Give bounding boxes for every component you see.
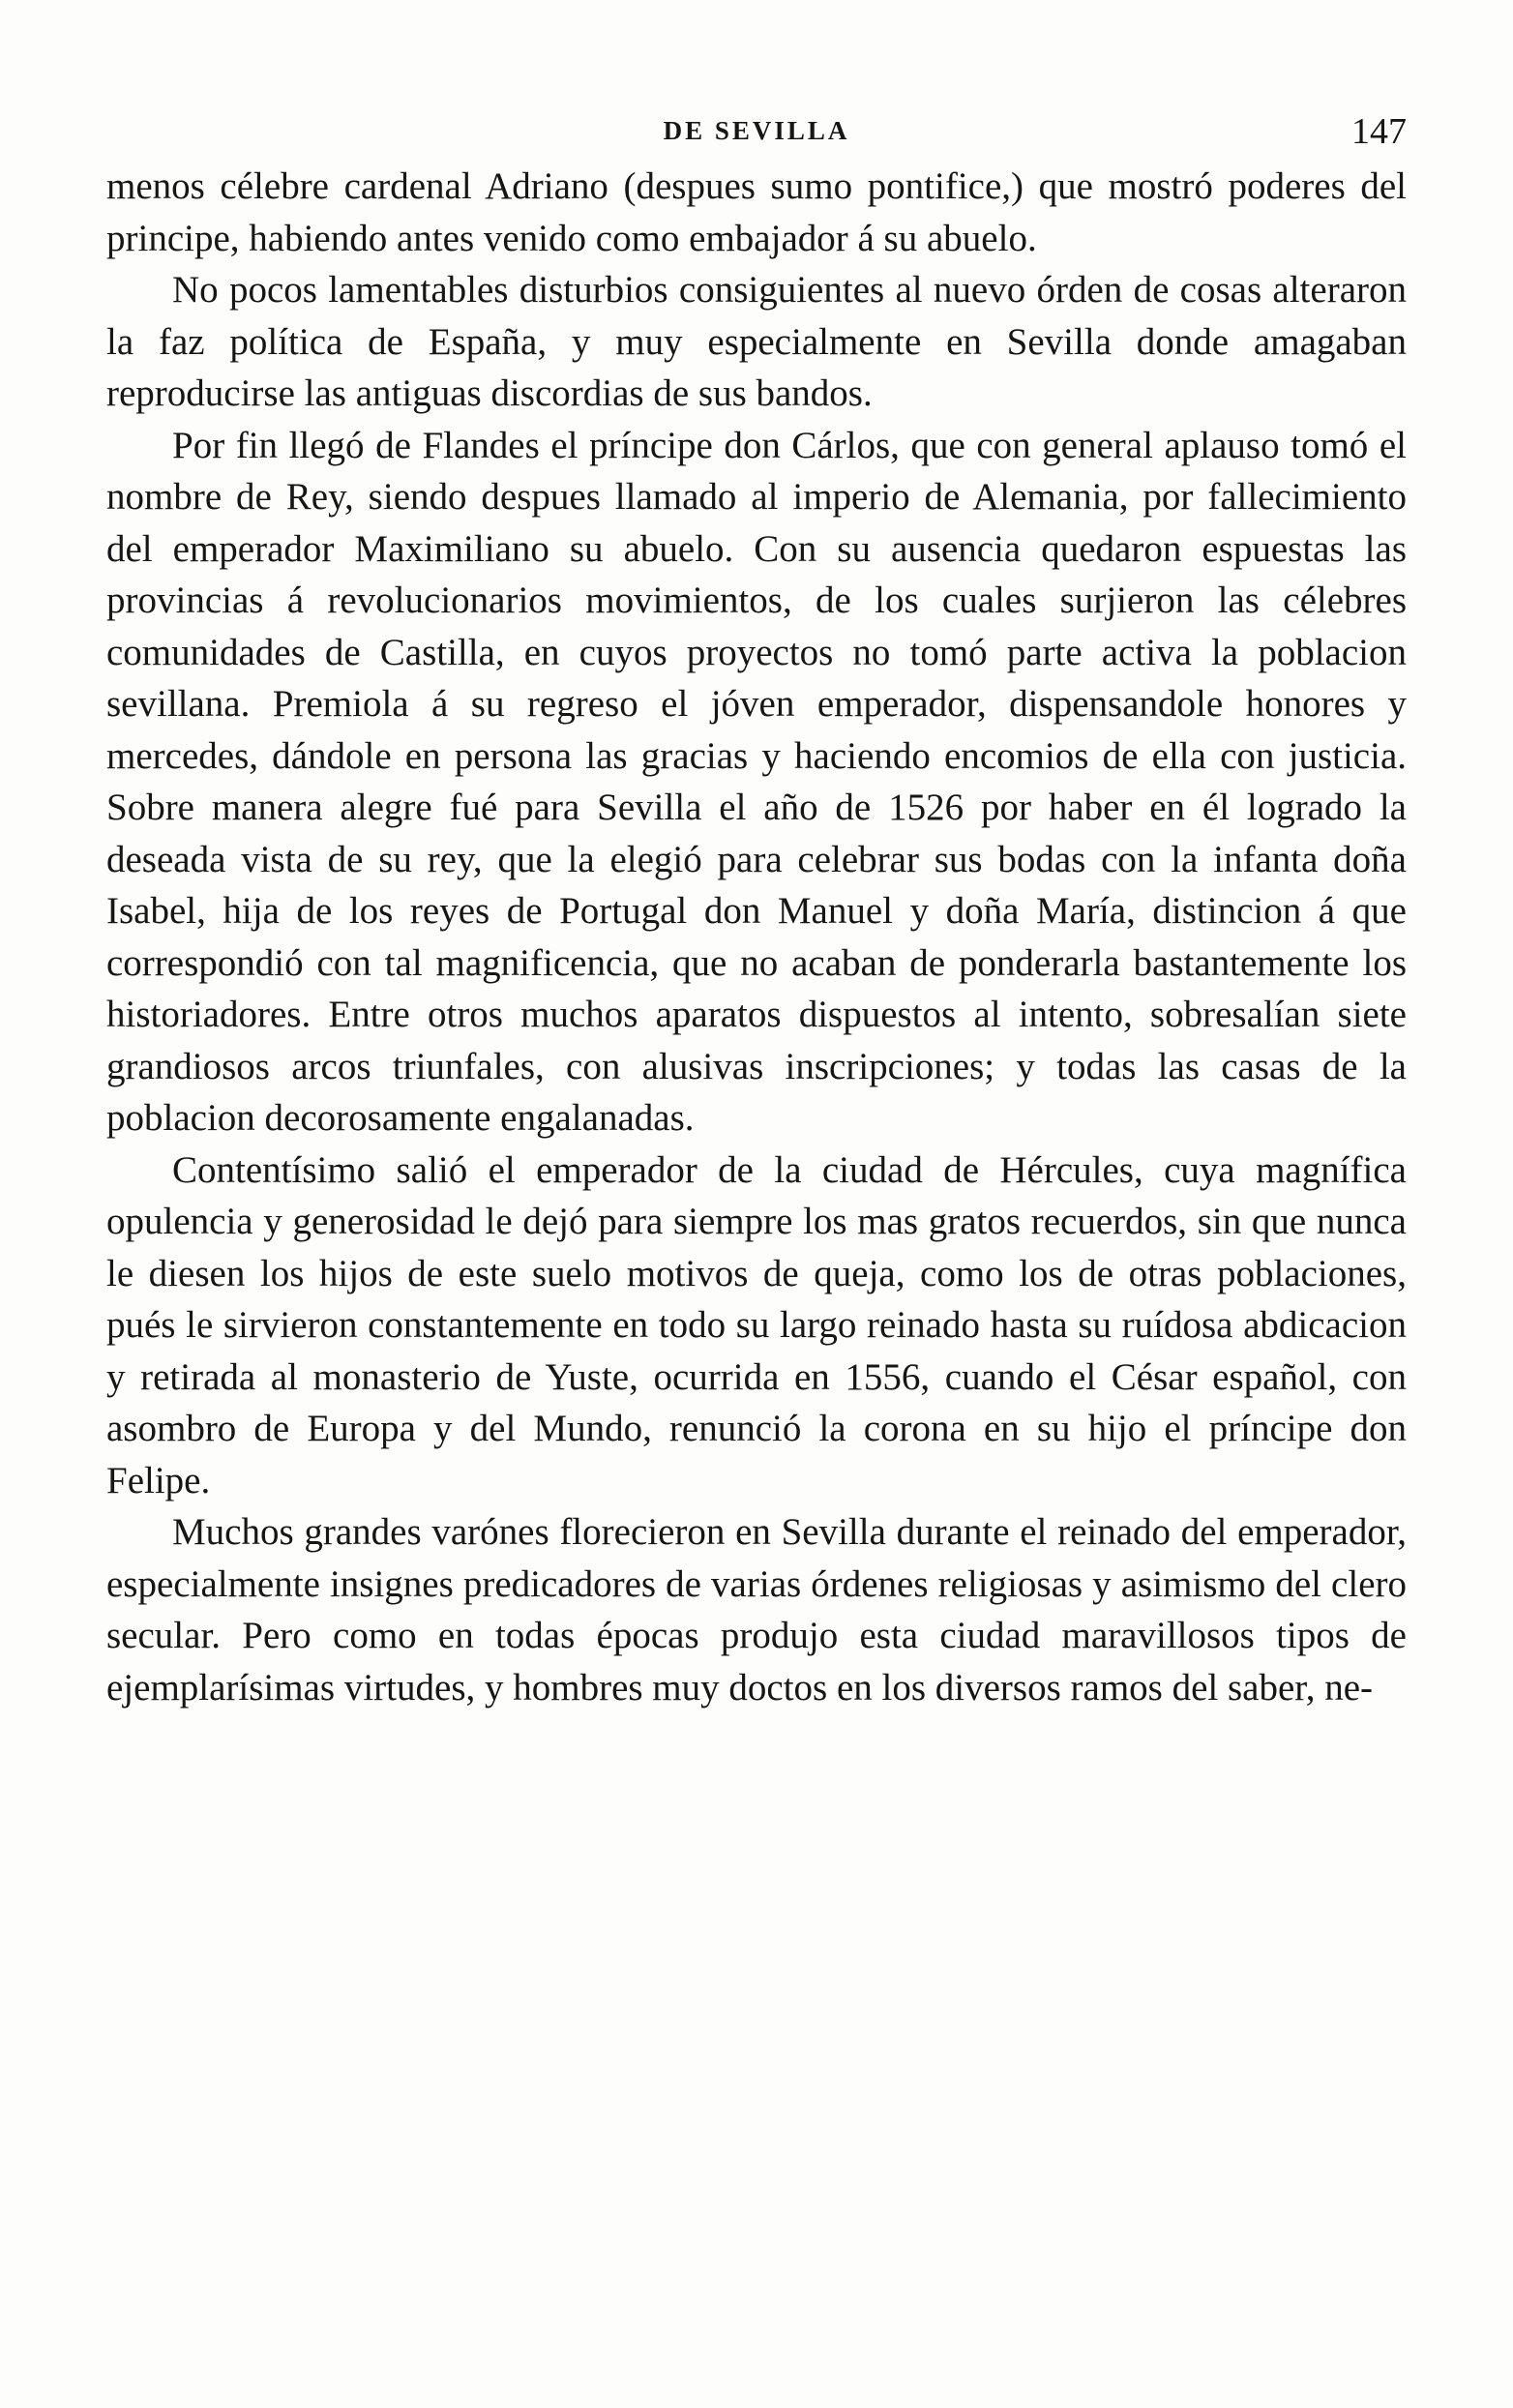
paragraph: Por fin llegó de Flandes el príncipe don Cárlos, que con general aplauso tomó el nombre de Rey, siendo despues llamado al imperio de Alemania, por fallecimiento del emperador Maximiliano su abuelo. Con su ausencia quedaron espuestas las provincias á revolucionarios movimientos, de los cuales surjieron las célebres comunidades de Castilla, en cuyos proyectos no tomó parte activa la poblacion sevillana. Premiola á su regreso el jóven emperador, dispensandole honores y mercedes, dándole en persona las gracias y haciendo encomios de ella con justicia. Sobre manera alegre fué para Sevilla el año de 1526 por haber en él logrado la deseada vista de su rey, que la elegió para celebrar sus bodas con la infanta doña Isabel, hija de los reyes de Portugal don Manuel y doña María, distincion á que correspondió con tal magnificencia, que no acaban de ponderarla bastantemente los historiadores. Entre otros muchos aparatos dispuestos al intento, sobresalían siete grandiosos arcos triunfales, con alusivas inscripciones; y todas las casas de la poblacion decorosamente engalanadas. xyxy=(106,424,1407,1139)
running-title: DE SEVILLA xyxy=(663,116,850,145)
running-head xyxy=(106,111,1407,155)
paragraph: Contentísimo salió el emperador de la ciudad de Hércules, cuya magnífica opulencia y generosidad le dejó para siempre los mas gratos recuerdos, sin que nunca le diesen los hijos de este suelo motivos de queja, como los de otras poblaciones, pués le sirvieron constantemente en todo su largo reinado hasta su ruídosa abdicacion y retirada al monasterio de Yuste, ocurrida en 1556, cuando el César español, con asombro de Europa y del Mundo, renunció la corona en su hijo el príncipe don Felipe. xyxy=(106,1148,1407,1501)
paragraph: Muchos grandes varónes florecieron en Sevilla durante el reinado del emperador, especialmente insignes predicadores de varias órdenes religiosas y asimismo del clero secular. Pero como en todas épocas produjo esta ciudad maravillosos tipos de ejemplarísimas virtudes, y hombres muy doctos en los diversos ramos del saber, ne- xyxy=(106,1511,1407,1709)
page-number: 147 xyxy=(1351,111,1407,152)
body-text xyxy=(106,161,1407,1713)
paragraph: No pocos lamentables disturbios consiguientes al nuevo órden de cosas alteraron la faz política de España, y muy especialmente en Sevilla donde amagaban reproducirse las antiguas discordias de sus bandos. xyxy=(106,269,1407,414)
paragraph-continued: menos célebre cardenal Adriano (despues sumo pontifice,) que mostró poderes del principe, habiendo antes venido como embajador á su abuelo. xyxy=(106,165,1407,259)
